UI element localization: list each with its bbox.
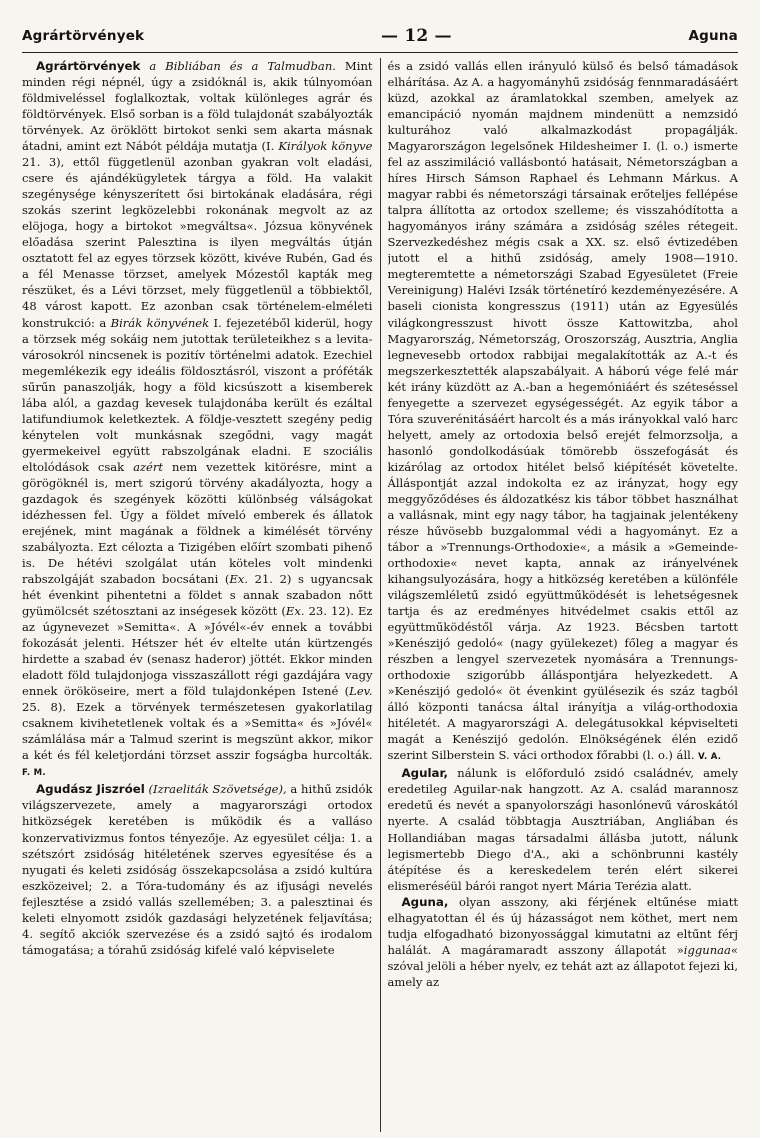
entry-text: 21. 3), ettől függetlenül azonban gyakran volt eladási, csere és ajándékügyletek tárgya a föld. Ha valakit szegénysége kényszerített ősi birtokának eladására, régi szokás szerint legközelebbi rokonának megvolt az az elöjoga, hogy a birtokot »megváltsa«. Józsua könyvének előadása szerint Palesztina is ilyen megváltás útján osztatott fel az egyes törzsek között, kivéve Rubén, Gad és a fél Menasse törzset, amelyek Mózestől kapták meg részüket, és a Lévi törzset, mely függetlenül a többiektől, 48 várost kapott. Ez azonban csak történelem-elméleti konstrukció: a xyxy=(22,155,373,330)
citation: Ex. xyxy=(229,572,248,586)
entry-text: 25. 8). Ezek a törvények természetesen gyakorlatilag csaknem kivihetetlenek voltak és a »Semitta« és »Jóvél« számlálása már a Talmud szerint is megszünt akkor, mikor a két és fél keletjordáni törzset asszir fogságba hurcolták. xyxy=(22,700,373,763)
citation: Királyok könyve xyxy=(278,139,373,154)
entry-text: Mint minden régi népnél, úgy a zsidóknál is, akik túlnyomóan földmiveléssel foglalkoztak, voltak különleges agrár és földtörvények. Első sorban is a föld tulajdonát szabályozták törvények. Az öröklött birtokot senki sem akarta másnak átadni, amint ezt Nábót példája mutatja (I. xyxy=(22,59,373,154)
entry-headword: Agular, xyxy=(401,766,449,781)
entry-text: 21. 2) s ugyancsak hét évenkint pihentetni a földet s annak szabadon nőtt gyümölcsét szétosztani az inségesek között ( xyxy=(22,572,373,619)
entry-headword: Agudász Jiszróel xyxy=(36,782,145,797)
entry-agudasz-jiszroel xyxy=(22,781,373,957)
entry-agular xyxy=(388,765,739,893)
header-left-keyword: Agrártörvények xyxy=(22,28,145,44)
entry-text: I. fejezetéből kiderül, hogy a törzsek még sokáig nem jutottak területeikhez s a levita-városokról nincsenek is pozitív történelmi adatok. Ezechiel megemlékezik egy ideális földosztásról, viszont a próféták sűrűn panaszolják, hogy a föld kicsúszott a kisemberek lába alól, a gazdag kevesek tulajdonába került és ezáltal latifundiumok keletkeztek. A földje-vesztett szegény pedig kénytelen volt munkásnak szegődni, vagy magát gyermekeivel együtt rabszolgának eladni. E szociális eltolódások csak xyxy=(22,315,373,474)
author-signature: V. A. xyxy=(698,752,722,763)
entry-agrartorvenyek xyxy=(22,58,373,781)
emphasis: azért xyxy=(133,459,164,474)
entry-text: és a zsidó vallás ellen irányuló külső és belső támadások elhárítása. Az A. a hagyományhű zsidóság fennmaradásáért küzd, azokkal az áramlatokkal szemben, amelyek az emancipáció nyomán majdnem mindenütt a nemzsidó kulturához való alkalmazkodást propagálják. Magyarországon legelsőnek Hildesheimer I. (l. o.) ismerte fel az asszimiláció vallásbontó hatásait, Németországban a híres Hirsch Sámson Raphael és Lehmann Márkus. A magyar rabbi és németországi társainak erőteljes fellépése talpra állította az ortodox szelleme; és visszahódította a hagyományos irány számára a zsidóság széles rétegeit. Szervezkedéshez mégis csak a XX. sz. első évtizedében jutott el a hithű zsidóság, amely 1908—1910. megteremtette a németországi Szabad Egyesületet (Freie Vereinigung) Halévi Izsák történetíró kezdeményezésére. A baseli cionista kongresszus (1911) után az Egyesülés világkongresszust hivott össze Kattowitzba, ahol Magyarország, Németország, Oroszország, Ausztria, Anglia legnevesebb ortodox rabbijai megalakították az A.-t és megszerkesztették alapszabályait. A háború vége felé már két irány küzdött az A.-ban a hegemóniáért és széteséssel fenyegette a szervezet egységességét. Az egyik tábor a Tóra szuverénitásáért harcolt és a más irányokkal való harc helyett, amely az ortodoxia belső erejét felmorzsolja, a hasonló gondolkodásúak tömörebb összefogását és kizárólag az ortodox hitélet belső kiépítését követelte. Álláspontját azzal indokolta ez az irányzat, hogy egy meggyőződéses és áldozatkész kis tábor többet használhat a vallásnak, mint egy nagy tábor, ha tagjainak jelentékeny része hűvösebb buzgalommal védi a hagyományt. Ez a tábor a »Trennungs-Orthodoxie«, a másik a »Gemeinde-orthodoxie« nevet kapta, annak az irányelvének kihangsulyozására, hogy a hitközség keretében a különféle világszemléletű zsidó együttműködését is lehetségesnek tartja és az eredményes hitvédelmet csakis ettől az együttműködéstől várja. Az 1923. Bécsben tartott »Kenészijó gedoló« (nagy gyülekezet) főleg a magyar és részben a lengyel szervezetek nyomására a Trennungs-orthodoxie szigorúbb álláspontjára helyezkedett. A »Kenészijó gedoló« öt évenkint gyülésezik és száz tagból álló központi tanácsa által irányítja a világ-orthodoxia hitéletét. A magyarországi A. delegátusokkal képviselteti magát a Kenészijó gedolón. Elnökségének élén ezidő szerint Silberstein S. váci orthodox főrabbi (l. o.) áll. xyxy=(387,59,738,763)
entry-continuation xyxy=(388,58,739,765)
left-column xyxy=(22,58,373,1132)
emphasis: iggunaa xyxy=(683,942,731,957)
entry-text: 23. 12). Ez az úgynevezet »Semitta«. A »Jóvél«-év ennek a további fokozását jelenti. Hétszer hét év eltelte után kürtzengés hirdette a szabad év (senasz haderor) jöttét. Ekkor minden eladott föld tulajdonjoga visszaszállott régi gazdájára vagy ennek örököseire, mert a föld tulajdonképen Istené ( xyxy=(22,604,373,699)
entry-text: « szóval jelöli a héber nyelv, ez tehát azt az állapotot fejezi ki, amely az xyxy=(387,942,738,989)
text-columns xyxy=(22,58,738,1132)
citation: Birák könyvének xyxy=(110,315,210,330)
right-column xyxy=(388,58,739,1132)
header-right-keyword: Aguna xyxy=(688,28,738,44)
author-signature: F. M. xyxy=(22,768,46,779)
entry-text: olyan asszony, aki férjének eltűnése miatt elhagyatottan él és új házasságot nem köthet, mert nem tudja elfogadható bizonyossággal kimutatni az eltűnt férj halálát. A magáramaradt asszony állapotát » xyxy=(387,894,738,957)
citation: Ex. xyxy=(285,604,305,619)
entry-headword: Aguna, xyxy=(401,894,449,909)
running-header xyxy=(22,22,738,50)
entry-aguna xyxy=(388,894,739,990)
header-rule xyxy=(22,52,738,53)
entry-subtitle: (Izraeliták Szövetsége), xyxy=(148,782,287,797)
page-number: — 12 — xyxy=(381,26,452,46)
entry-headword: Agrártörvények xyxy=(36,59,141,73)
citation: Lev. xyxy=(349,684,373,699)
entry-subtitle: a Bibliában és a Talmudban. xyxy=(149,59,336,73)
column-divider xyxy=(380,58,381,1132)
entry-text: a hithű zsidók világszervezete, amely a magyarországi ortodox hitközségek keretében is működik és a valláso konzervativizmus fontos tényezője. Az egyesület célja: 1. a szétszórt zsidóság hitéletének szerves egyesítése és a nyugati és keleti zsidóság összekapcsolása a zsidó kultúra eszközeivel; 2. a Tóra-tudomány és az ifjusági nevelés fejlesztése a zsidó vallás szellemében; 3. a palesztinai és keleti elnyomott zsidók gazdasági helyzetének feljavítása; 4. segítő akciók szervezése és a zsidó sajtó és irodalom támogatása; a tórahű zsidóság kifelé való képviselete xyxy=(22,782,373,957)
entry-text: nem vezettek kitörésre, mint a görögöknél is, mert szigorú törvény akadályozta, hogy a gazdagok és szegények közötti különbség válságokat idézhessen fel. Úgy a földet míveló emberek és állatok erejének, mint magának a földnek a kimélését törvény szabályozta. Ezt célozta a Tizigében előírt szombati pihenő is. De hétévi szolgálat után köteles volt mindenki rabszolgáját szabadon bocsátani ( xyxy=(22,459,373,586)
entry-text: nálunk is előforduló zsidó családnév, amely eredetileg Aguilar-nak hangzott. Az A. család marannosz eredetű és nevét a spanyolországi hasonlónevű városkától nyerte. A család többtagja Ausztriában, Angliában és Hollandiában magas társadalmi állásba jutott, nálunk legismertebb Diego d'A., aki a schönbrunni kastély átépítése és a kereskedelem terén elért sikerei elismeréséül bárói rangot nyert Mária Terézia alatt. xyxy=(387,766,738,893)
